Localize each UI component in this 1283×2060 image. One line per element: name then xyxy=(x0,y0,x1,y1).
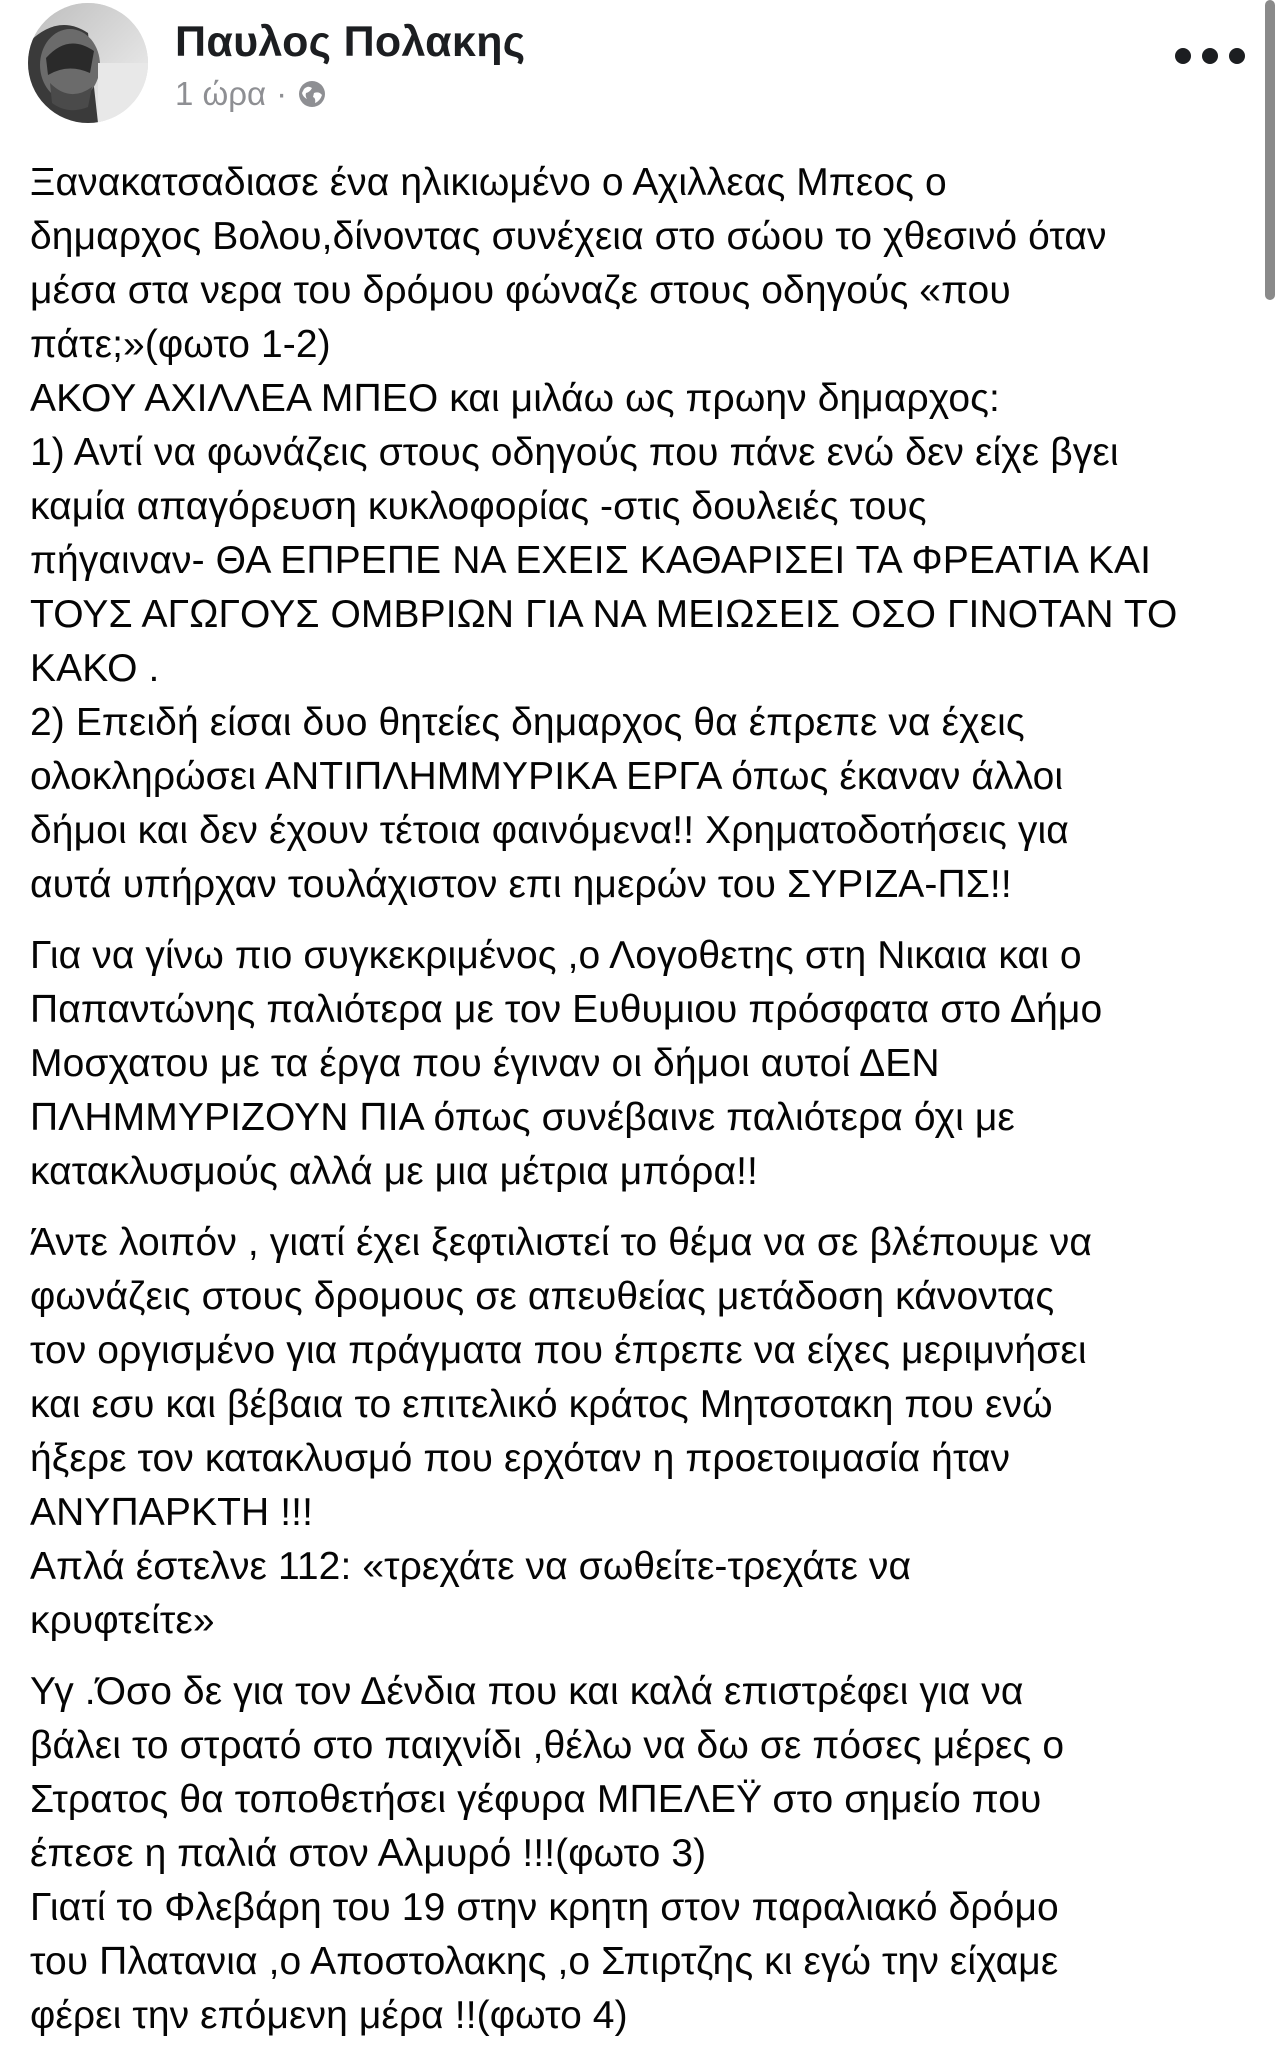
text-line: ΑΚΟΥ ΑΧΙΛΛΕΑ ΜΠΕΟ και μιλάω ως πρωην δημαρχος: xyxy=(30,377,1000,420)
text-line: φωνάζεις στους δρομους σε απευθείας μετάδοση κάνοντας xyxy=(30,1275,1055,1318)
timestamp[interactable]: 1 ώρα xyxy=(175,75,267,112)
text-line: κατακλυσμούς αλλά με μια μέτρια μπόρα!! xyxy=(30,1150,758,1193)
post-paragraph xyxy=(30,1665,1250,2043)
text-line: δημαρχος Βολου,δίνοντας συνέχεια στο σώου το χθεσινό όταν xyxy=(30,215,1107,258)
post-paragraph xyxy=(30,929,1250,1199)
text-line: Απλά έστελνε 112: «τρεχάτε να σωθείτε-τρεχάτε να xyxy=(30,1545,912,1588)
text-line: Ξανακατσαδιασε ένα ηλικιωμένο ο Αχιλλεας Μπεος ο xyxy=(30,161,947,204)
text-line: μέσα στα νερα του δρόμου φώναζε στους οδηγούς «που xyxy=(30,269,1011,312)
text-line: Υγ .Όσο δε για τον Δένδια που και καλά επιστρέφει για να xyxy=(30,1670,1024,1713)
text-line: Γιατί το Φλεβάρη του 19 στην κρητη στον παραλιακό δρόμο xyxy=(30,1886,1059,1929)
author-name[interactable]: Παυλος Πολακης xyxy=(175,18,526,66)
text-line: 1) Αντί να φωνάζεις στους οδηγούς που πάνε ενώ δεν είχε βγει xyxy=(30,431,1119,474)
text-line: ΤΟΥΣ ΑΓΩΓΟΥΣ ΟΜΒΡΙΩΝ ΓΙΑ ΝΑ ΜΕΙΩΣΕΙΣ ΟΣΟ ΓΙΝΟΤΑΝ ΤΟ xyxy=(30,593,1178,636)
avatar[interactable] xyxy=(28,3,148,123)
text-line: ΑΝΥΠΑΡΚΤΗ !!! xyxy=(30,1491,314,1534)
text-line: ολοκληρώσει ΑΝΤΙΠΛΗΜΜΥΡΙΚΑ ΕΡΓΑ όπως έκαναν άλλοι xyxy=(30,755,1064,798)
text-line: πήγαιναν- ΘΑ ΕΠΡΕΠΕ ΝΑ ΕΧΕΙΣ ΚΑΘΑΡΙΣΕΙ ΤΑ ΦΡΕΑΤΙΑ ΚΑΙ xyxy=(30,539,1152,582)
text-line: και εσυ και βέβαια το επιτελικό κράτος Μητσοτακη που ενώ xyxy=(30,1383,1053,1426)
text-line: καμία απαγόρευση κυκλοφορίας -στις δουλειές τους xyxy=(30,485,927,528)
text-line: ήξερε τον κατακλυσμό που ερχόταν η προετοιμασία ήταν xyxy=(30,1437,1011,1480)
text-line: ΚΑΚΟ . xyxy=(30,647,160,690)
text-line: δήμοι και δεν έχουν τέτοια φαινόμενα!! Χρηματοδοτήσεις για xyxy=(30,809,1069,852)
avatar-photo-icon xyxy=(28,3,148,123)
text-line: Στρατος θα τοποθετήσει γέφυρα ΜΠΕΛΕΫ στο σημείο που xyxy=(30,1778,1042,1821)
text-line: αυτά υπήρχαν τουλάχιστον επι ημερών του ΣΥΡΙΖΑ-ΠΣ!! xyxy=(30,863,1012,906)
text-line: Παπαντώνης παλιότερα με τον Ευθυμιου πρόσφατα στο Δήμο xyxy=(30,988,1103,1031)
post-meta xyxy=(175,75,327,113)
text-line: πάτε;»(φωτο 1-2) xyxy=(30,323,331,366)
post-header xyxy=(0,0,1283,140)
post-paragraph xyxy=(30,1216,1250,1648)
post-paragraph xyxy=(30,156,1250,912)
more-dot-icon xyxy=(1202,48,1218,64)
text-line: τον οργισμένο για πράγματα που έπρεπε να είχες μεριμνήσει xyxy=(30,1329,1087,1372)
text-line: Μοσχατου με τα έργα που έγιναν οι δήμοι αυτοί ΔΕΝ xyxy=(30,1042,940,1085)
text-line: Άντε λοιπόν , γιατί έχει ξεφτιλιστεί το θέμα να σε βλέπουμε να xyxy=(30,1221,1092,1264)
text-line: έπεσε η παλιά στον Αλμυρό !!!(φωτο 3) xyxy=(30,1832,707,1875)
text-line: του Πλατανια ,ο Αποστολακης ,ο Σπιρτζης κι εγώ την είχαμε xyxy=(30,1940,1059,1983)
post-text xyxy=(30,156,1250,2060)
more-options-button[interactable] xyxy=(1175,44,1245,68)
globe-icon xyxy=(297,79,327,109)
text-line: ΠΛΗΜΜΥΡΙΖΟΥΝ ΠΙΑ όπως συνέβαινε παλιότερα όχι με xyxy=(30,1096,1015,1139)
text-line: Για να γίνω πιο συγκεκριμένος ,ο Λογοθετης στη Νικαια και ο xyxy=(30,934,1082,977)
more-dot-icon xyxy=(1229,48,1245,64)
text-line: 2) Επειδή είσαι δυο θητείες δημαρχος θα έπρεπε να έχεις xyxy=(30,701,1025,744)
scrollbar[interactable] xyxy=(1265,0,1275,300)
text-line: κρυφτείτε» xyxy=(30,1599,215,1642)
meta-separator: · xyxy=(276,75,288,112)
more-dot-icon xyxy=(1175,48,1191,64)
text-line: φέρει την επόμενη μέρα !!(φωτο 4) xyxy=(30,1994,628,2037)
text-line: βάλει το στρατό στο παιχνίδι ,θέλω να δω σε πόσες μέρες ο xyxy=(30,1724,1065,1767)
